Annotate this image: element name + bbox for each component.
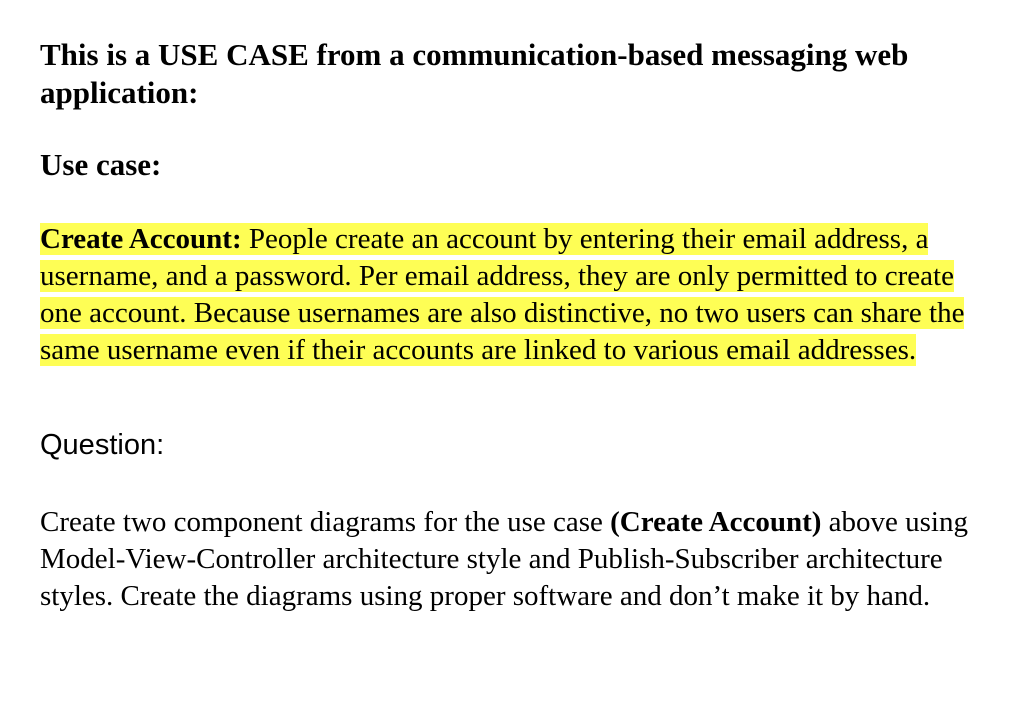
question-text-part2: above using Model-View-Controller architecture style and Publish-Subscriber architecture styles. Create the diagrams using proper software and don’t make it by hand. <box>40 506 968 612</box>
use-case-highlight <box>40 223 964 366</box>
question-paragraph <box>40 504 985 615</box>
use-case-lead: Create Account: <box>40 223 242 255</box>
document-page <box>40 36 990 615</box>
use-case-heading: Use case: <box>40 147 162 182</box>
use-case-paragraph <box>40 221 980 369</box>
question-emphasis: (Create Account) <box>610 506 822 538</box>
document-title: This is a USE CASE from a communication-based messaging web application: <box>40 37 909 110</box>
use-case-body: People create an account by entering their email address, a username, and a password. Per email address, they are only permitted to create one account. Because usernames are also distinctive, no two users can share the same username even if their accounts are linked to various email addresses. <box>40 223 965 366</box>
question-text-part1: Create two component diagrams for the use case <box>40 506 603 538</box>
question-label: Question: <box>40 429 165 461</box>
